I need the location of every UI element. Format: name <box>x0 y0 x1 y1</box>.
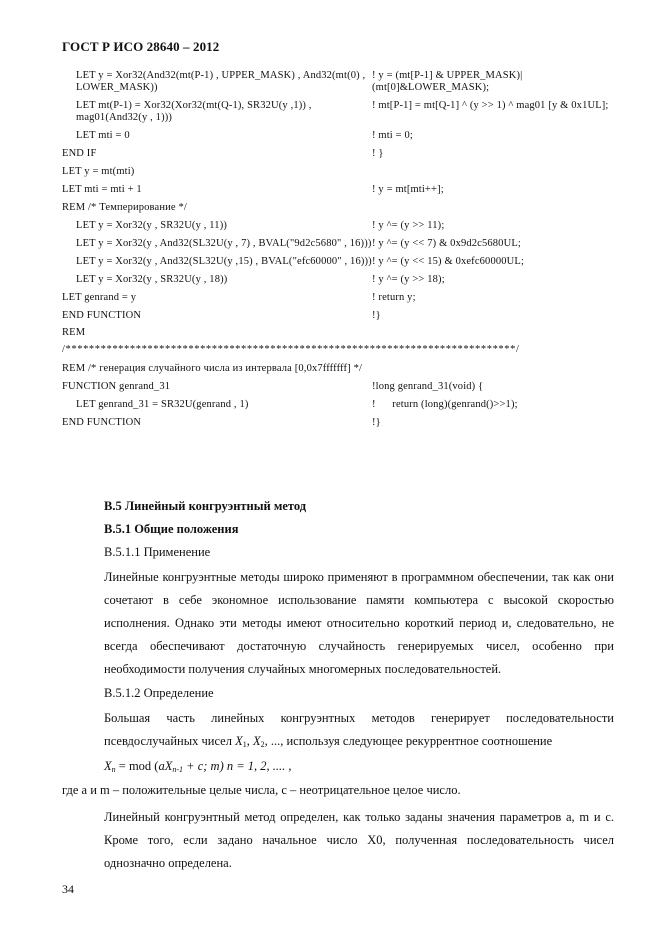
code-basic: LET mti = mti + 1 <box>62 184 142 195</box>
stars-line: /*****************************************************************************/ <box>62 344 520 355</box>
code-row <box>62 256 622 268</box>
paragraph-params: где a и m – положительные целые числа, c – неотрицательное целое число. <box>62 783 461 797</box>
formula-eq: = mod ( <box>115 759 159 773</box>
code-basic: LET y = Xor32(y , SR32U(y , 11)) <box>76 220 227 231</box>
formula-ax: aX <box>158 759 173 773</box>
definition-text-a: Большая часть линейных конгруэнтных методов генерирует последовательности псевдослучайных чисел <box>104 711 614 748</box>
code-c-comment: !} <box>372 417 381 428</box>
code-basic: LET y = Xor32(y , SR32U(y , 18)) <box>76 274 228 285</box>
code-c-comment: ! y = mt[mti++]; <box>372 184 444 195</box>
code-basic: LET mti = 0 <box>76 130 130 141</box>
paragraph-definition <box>62 707 614 753</box>
code-c-comment: ! y ^= (y << 15) & 0xefc60000UL; <box>372 256 525 267</box>
code-row <box>62 202 622 214</box>
rem-line: REM <box>62 327 86 338</box>
code-c-comment <box>372 166 622 178</box>
code-basic: LET mt(P-1) = Xor32(Xor32(mt(Q-1), SR32U(y ,1)) , mag01(And32(y , 1))) <box>76 100 312 123</box>
code-row <box>62 184 622 196</box>
code-row <box>62 274 622 286</box>
code-row <box>62 70 622 94</box>
body-text <box>62 496 614 875</box>
code-c-comment: ! mt[P-1] = mt[Q-1] ^ (y >> 1) ^ mag01 [y & 0x1UL]; <box>372 100 609 111</box>
code-c-comment: ! y ^= (y >> 18); <box>372 274 445 285</box>
code-basic: END IF <box>62 148 97 159</box>
sub-2: 2 <box>260 740 265 749</box>
subsection-title-b512: B.5.1.2 Определение <box>104 686 214 700</box>
formula-xn: X <box>104 759 112 773</box>
code-c-comment <box>372 202 622 214</box>
code-block-1 <box>62 70 622 322</box>
page-number: 34 <box>62 882 74 896</box>
code-basic: LET y = Xor32(And32(mt(P-1) , UPPER_MASK) , And32(mt(0) , LOWER_MASK)) <box>76 70 366 93</box>
code-row <box>62 100 622 124</box>
var-x2: X <box>252 734 261 748</box>
code-c-comment: ! return (long)(genrand()>>1); <box>372 399 518 410</box>
code-basic: END FUNCTION <box>62 310 142 321</box>
formula-rest: + c; m) n = 1, 2, .... , <box>183 759 292 773</box>
sep: , <box>246 734 253 748</box>
section-heading-b51: B.5.1 Общие положения <box>104 522 239 536</box>
formula-sub-n: n <box>111 765 116 774</box>
paragraph-application: Линейные конгруэнтные методы широко применяют в программном обеспечении, так как они сочетают в себе экономное использование памяти компьютера с высокой скоростью исполнения. Однако эти методы имеют относительно короткий период и, следовательно, не всегда обеспечивают достаточную случайность генерируемых чисел, особенно при необходимости получения случайных многомерных последовательностей. <box>104 570 614 676</box>
code-row <box>62 381 622 393</box>
code-row <box>62 399 622 411</box>
code-row <box>62 220 622 232</box>
code-c-comment: ! y = (mt[P-1] & UPPER_MASK)| (mt[0]&LOWER_MASK); <box>372 70 526 93</box>
code-c-comment: ! y ^= (y << 7) & 0x9d2c5680UL; <box>372 238 521 249</box>
code-listing <box>62 64 622 429</box>
code-c-comment: !} <box>372 310 381 321</box>
section-heading-b5: B.5 Линейный конгруэнтный метод <box>104 499 307 513</box>
formula-sub-n1: n-1 <box>172 765 184 774</box>
var-x1: X <box>235 734 243 748</box>
paragraph-conclusion: Линейный конгруэнтный метод определен, как только заданы значения параметров a, m и c. Кроме того, если задано начальное число X0, полученная последовательность чисел однозначно определена. <box>104 810 614 870</box>
code-basic: LET genrand_31 = SR32U(genrand , 1) <box>76 399 249 410</box>
subsection-title-b511: B.5.1.1 Применение <box>104 545 211 559</box>
recurrence-formula <box>62 756 614 776</box>
code-row <box>62 238 622 250</box>
code-basic: END FUNCTION <box>62 417 142 428</box>
code-row <box>62 292 622 304</box>
document-header: ГОСТ Р ИСО 28640 – 2012 <box>62 39 220 54</box>
definition-text-b: , ..., используя следующее рекуррентное соотношение <box>264 734 553 748</box>
code-c-comment: ! return y; <box>372 292 416 303</box>
code-row <box>62 166 622 178</box>
code-row <box>62 417 622 429</box>
code-c-comment: ! } <box>372 148 384 159</box>
code-basic: LET y = Xor32(y , And32(SL32U(y ,15) , BVAL("efc60000" , 16))) <box>76 256 372 267</box>
code-c-comment: ! mti = 0; <box>372 130 413 141</box>
code-row <box>62 148 622 160</box>
comment-line: REM /* генерация случайного числа из интервала [0,0x7fffffff] */ <box>62 363 363 374</box>
code-basic: FUNCTION genrand_31 <box>62 381 171 392</box>
code-row <box>62 310 622 322</box>
code-basic: LET genrand = y <box>62 292 137 303</box>
code-c-comment: ! y ^= (y >> 11); <box>372 220 445 231</box>
code-c-comment: !long genrand_31(void) { <box>372 381 484 392</box>
sub-1: 1 <box>242 740 247 749</box>
code-block-2 <box>62 381 622 429</box>
code-row <box>62 130 622 142</box>
code-basic: LET y = Xor32(y , And32(SL32U(y , 7) , BVAL("9d2c5680" , 16))) <box>76 238 372 249</box>
code-basic: LET y = mt(mti) <box>62 166 135 177</box>
code-basic: REM /* Темперирование */ <box>62 202 187 213</box>
